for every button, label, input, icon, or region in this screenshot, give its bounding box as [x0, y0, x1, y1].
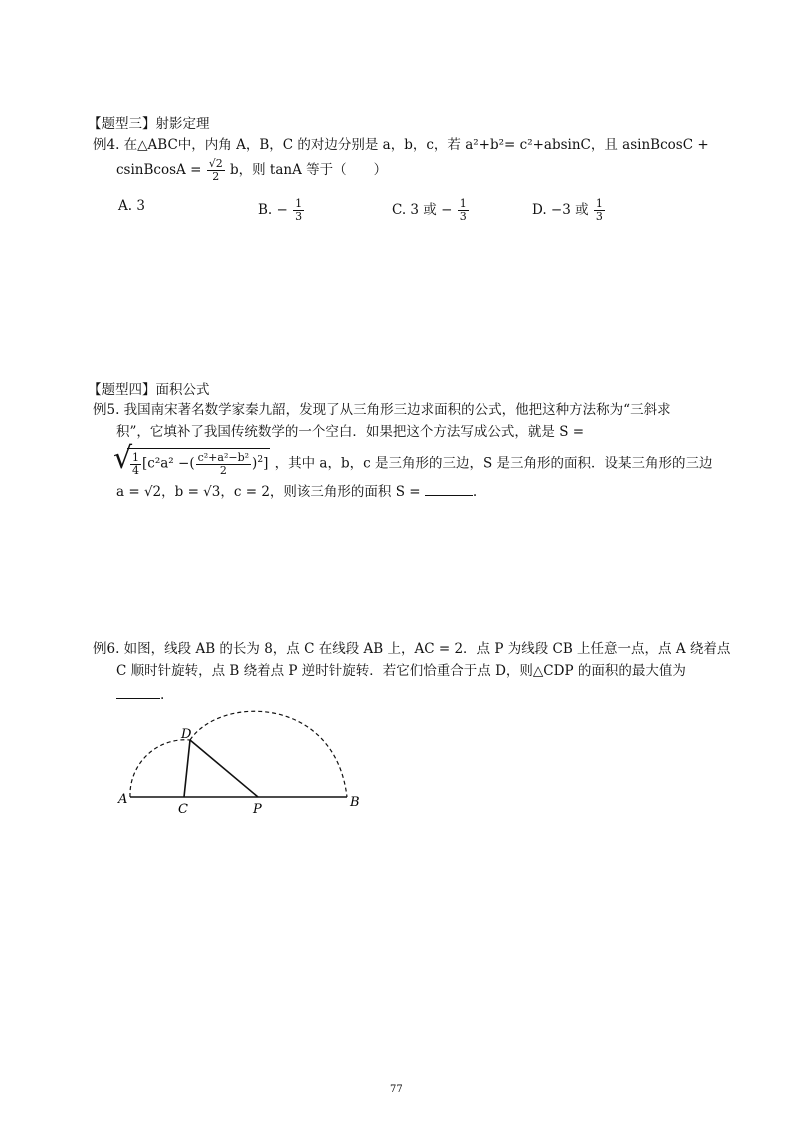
page-number: 77	[390, 1084, 403, 1095]
choice-a: A. 3	[118, 198, 145, 214]
example-4-line-1: 例4. 在△ABC中，内角 A，B，C 的对边分别是 a，b，c，若 a²+b²= c²+absinC，且 asinBcosC +	[93, 137, 709, 153]
example-6-line-3: .	[116, 686, 164, 704]
choice-d: D. −3 或 $\frac{1}{3}$	[532, 197, 603, 223]
section-4-header: 【题型四】面积公式	[88, 382, 210, 398]
example-5-line-4: a = √2，b = √3，c = 2，则该三角形的面积 S = .	[116, 484, 478, 500]
example-5-line-1: 例5. 我国南宋著名数学家秦九韶，发现了从三角形三边求面积的公式，他把这种方法称为“三斜求	[93, 402, 671, 418]
example-4-line-2	[116, 158, 387, 183]
sqrt2-over-2-fraction: $\frac{√2}{2}$	[208, 157, 223, 183]
label-d: D	[181, 727, 192, 742]
example-6-line-2: C 顺时针旋转，点 B 绕着点 P 逆时针旋转．若它们恰重合于点 D，则△CDP 的面积的最大值为	[116, 663, 686, 679]
choice-c: C. 3 或 − $\frac{1}{3}$	[392, 197, 467, 223]
segment-cd	[184, 740, 190, 797]
label-c: C	[178, 802, 188, 817]
example-4-line-2-a: csinBcosA =	[116, 162, 202, 178]
answer-blank	[425, 483, 473, 496]
example-4-line-2-b: b，则 tanA 等于（ ）	[230, 162, 388, 178]
section-3-header: 【题型三】射影定理	[88, 116, 210, 132]
label-b: B	[350, 795, 360, 810]
example-5-line-3	[113, 441, 713, 477]
answer-blank	[116, 686, 160, 699]
arc-d-to-b	[190, 711, 347, 797]
geometry-figure	[110, 700, 370, 820]
example-6-line-1: 例6. 如图，线段 AB 的长为 8，点 C 在线段 AB 上，AC = 2．点 P 为线段 CB 上任意一点，点 A 绕着点	[93, 641, 731, 657]
example-5-line-2: 积”，它填补了我国传统数学的一个空白．如果把这个方法写成公式，就是 S =	[116, 424, 585, 440]
label-a: A	[118, 792, 128, 807]
qin-jiushao-formula: √ $\frac{1}{4}$ [c²a² −( $\frac{\text{c²+a²−b²}}{2}$ )$^2$]	[113, 441, 269, 477]
segment-dp	[190, 740, 258, 797]
label-p: P	[253, 802, 262, 817]
arc-a-to-d	[130, 740, 190, 797]
example-5-line-3-tail: ，其中 a，b，c 是三角形的三边，S 是三角形的面积．设某三角形的三边	[274, 455, 713, 472]
choice-b: B. − $\frac{1}{3}$	[258, 197, 303, 223]
